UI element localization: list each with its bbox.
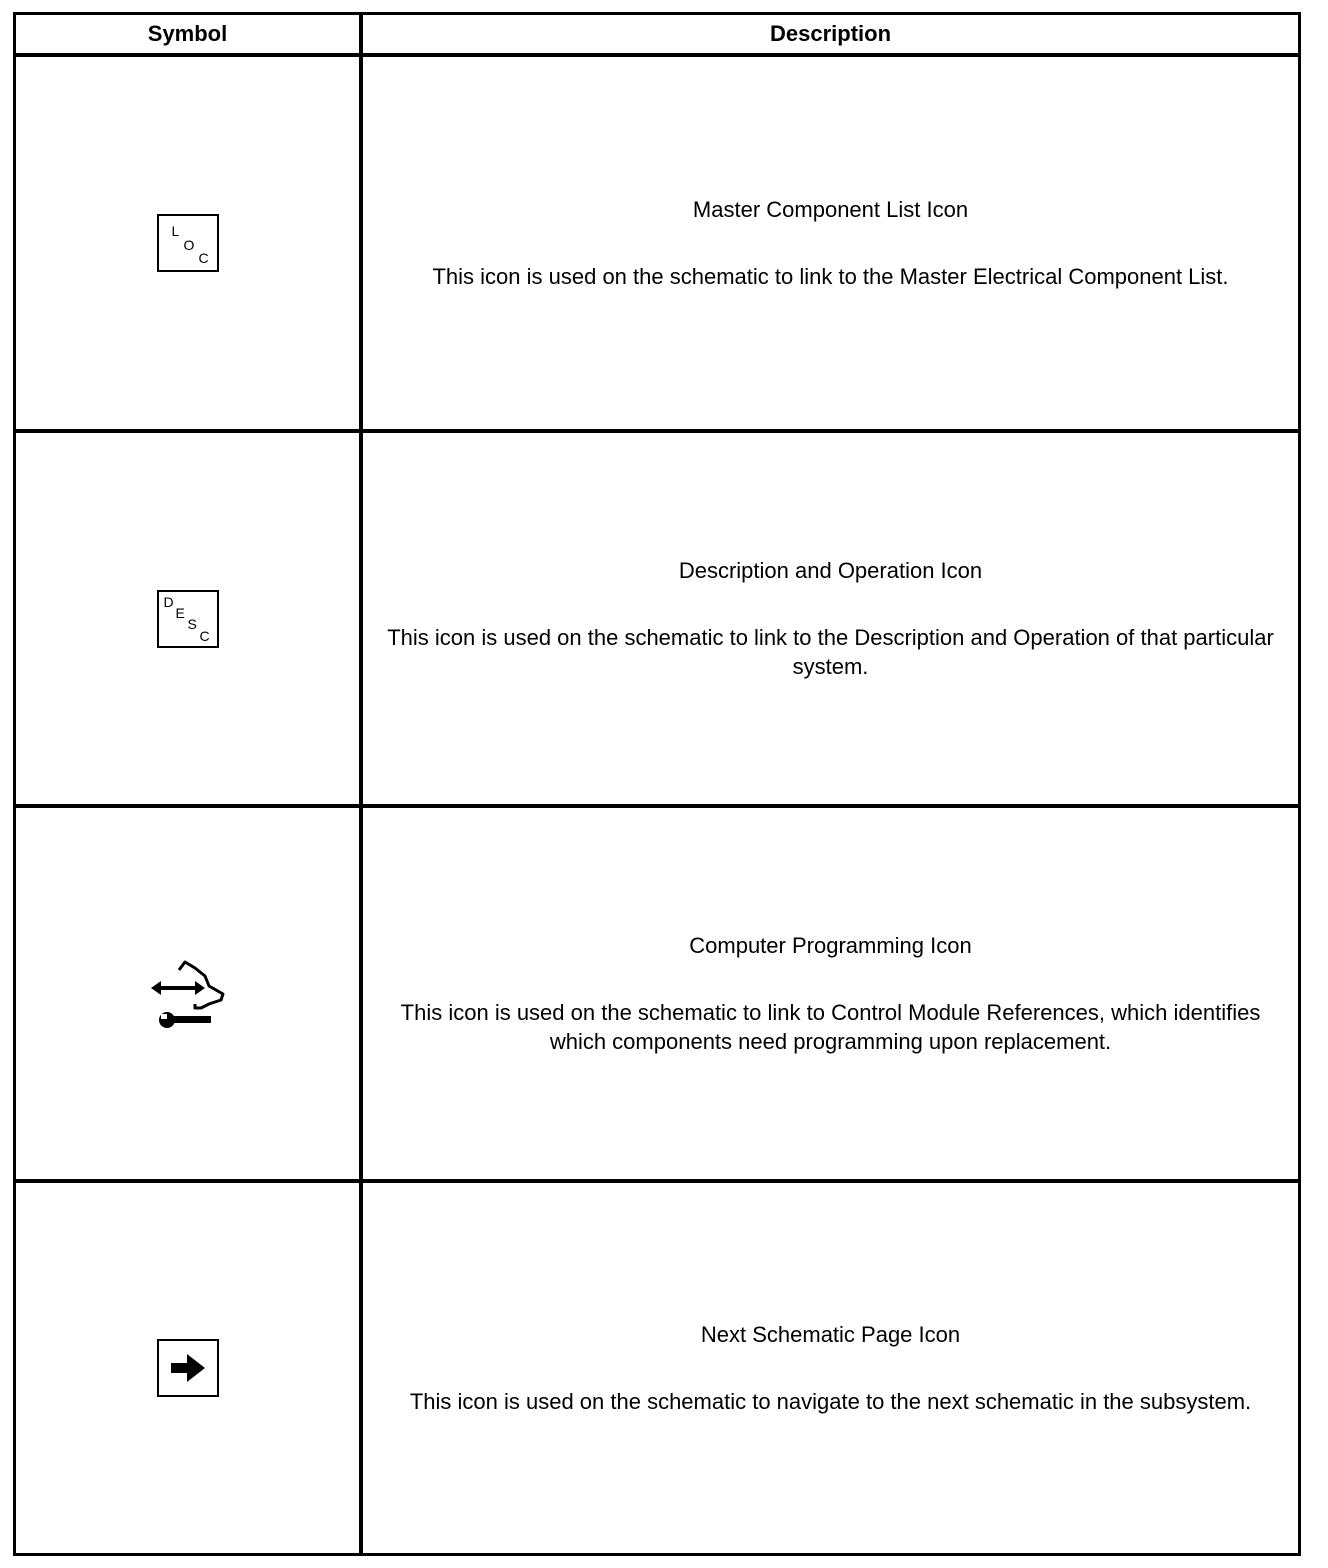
table-row [16, 57, 1298, 429]
description-title: Master Component List Icon [692, 197, 969, 222]
description-body: This icon is used on the schematic to link to Control Module References, which identifies which components need programming upon replacement. [400, 1000, 1261, 1054]
description-cell [363, 433, 1298, 804]
table-row [16, 433, 1298, 804]
header-symbol: Symbol [147, 21, 228, 46]
description-body: This icon is used on the schematic to link to the Master Electrical Component List. [432, 264, 1229, 289]
next-page-arrow-icon[interactable] [157, 1339, 219, 1397]
description-cell [363, 57, 1298, 429]
header-description: Description [769, 21, 892, 46]
description-title: Description and Operation Icon [678, 558, 983, 583]
symbol-table [13, 12, 1301, 1556]
description-cell [363, 1183, 1298, 1553]
desc-icon[interactable]: D E S C [157, 590, 219, 648]
symbol-cell [16, 433, 359, 804]
description-body: This icon is used on the schematic to link to the Description and Operation of that particular system. [387, 625, 1274, 679]
loc-icon[interactable]: L O C [157, 214, 219, 272]
symbol-cell [16, 57, 359, 429]
description-body: This icon is used on the schematic to navigate to the next schematic in the subsystem. [409, 1389, 1252, 1414]
description-title: Next Schematic Page Icon [700, 1322, 961, 1347]
table-row [16, 1183, 1298, 1553]
computer-programming-icon[interactable] [151, 958, 225, 1030]
symbol-cell [16, 808, 359, 1179]
description-title: Computer Programming Icon [689, 933, 972, 958]
table-row [16, 808, 1298, 1179]
description-cell [363, 808, 1298, 1179]
arrow-right-icon [159, 1341, 217, 1395]
symbol-cell [16, 1183, 359, 1553]
